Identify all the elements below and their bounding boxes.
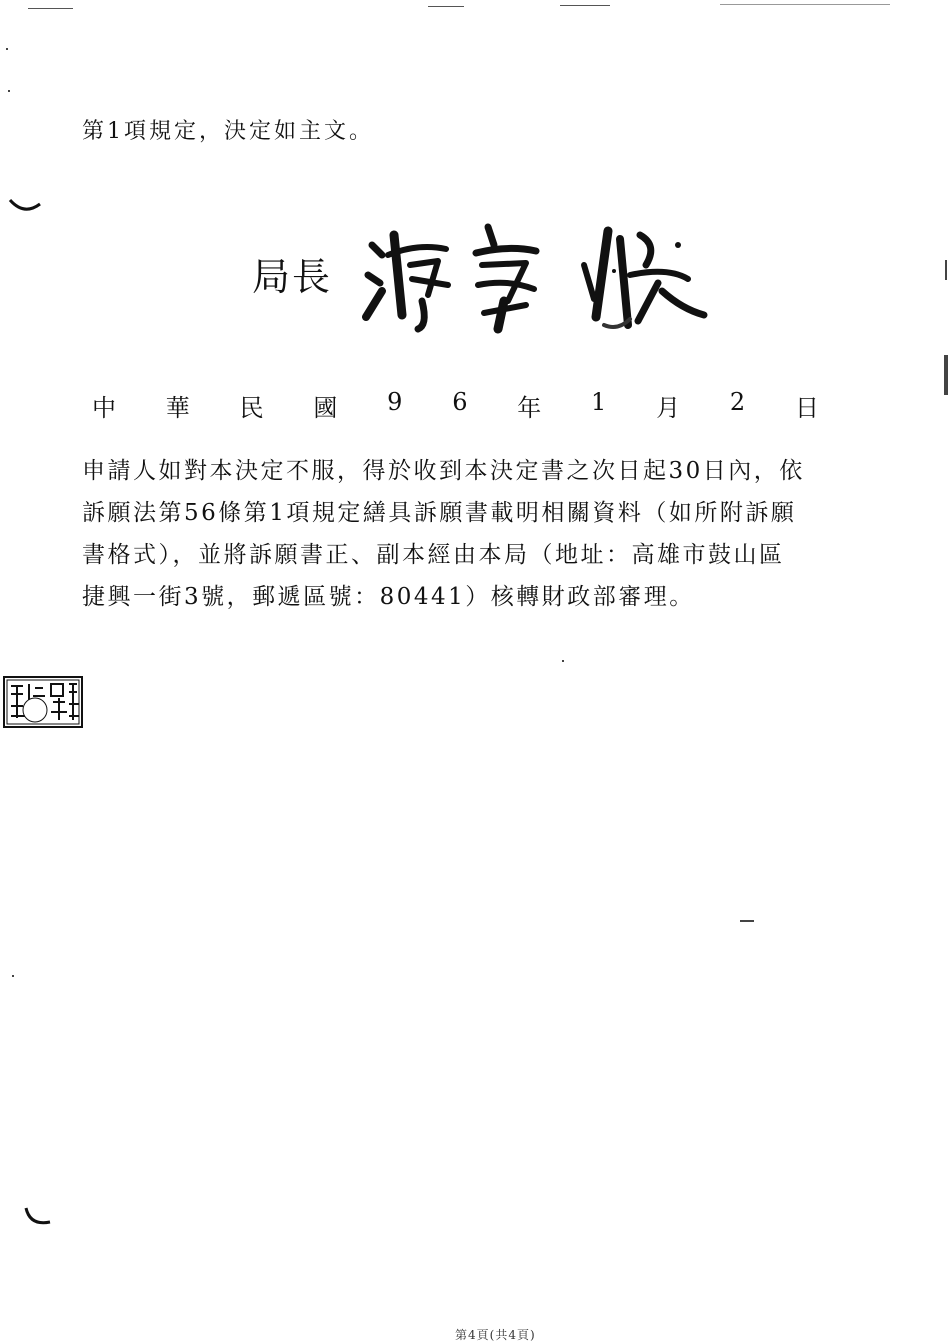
scan-speck [740,920,754,922]
scan-speck [945,260,947,280]
date-char: 中 [92,394,119,422]
scan-speck [12,975,14,977]
date-char: 年 [517,394,545,422]
scan-speck [8,90,10,92]
director-title: 局長 [252,255,333,299]
scan-edge-line [560,5,610,6]
official-seal-stamp [3,676,83,728]
date-char: 1 [591,388,610,416]
binding-mark [6,196,42,216]
continuation-line: 第1項規定，決定如主文。 [82,119,374,144]
notice-line: 訴願法第56條第1項規定繕具訴願書載明相關資料（如所附訴願 [82,500,797,526]
date-char: 2 [729,388,749,416]
scan-edge-line [428,6,464,7]
notice-line: 書格式），並將訴願書正、副本經由本局（地址：高雄市鼓山區 [82,542,785,568]
date-char: 國 [313,394,341,422]
scan-speck [562,660,564,662]
date-char: 9 [387,388,406,416]
scan-speck [6,48,8,50]
date-char: 6 [452,388,471,416]
date-char: 日 [794,394,822,422]
director-signature [358,205,718,335]
binding-mark [22,1206,54,1228]
page-number: 第4頁(共4頁) [455,1328,536,1342]
notice-line: 申請人如對本決定不服，得於收到本決定書之次日起30日內，依 [82,458,805,484]
notice-line: 捷興一街3號，郵遞區號：80441）核轉財政部審理。 [82,584,695,610]
scan-edge-line [28,8,73,9]
appeal-notice [82,450,832,618]
date-char: 民 [239,394,267,422]
date-char: 月 [656,394,684,422]
date-char: 華 [165,394,193,422]
issue-date [92,388,822,423]
scan-speck [944,355,948,395]
scan-edge-line [720,4,890,5]
